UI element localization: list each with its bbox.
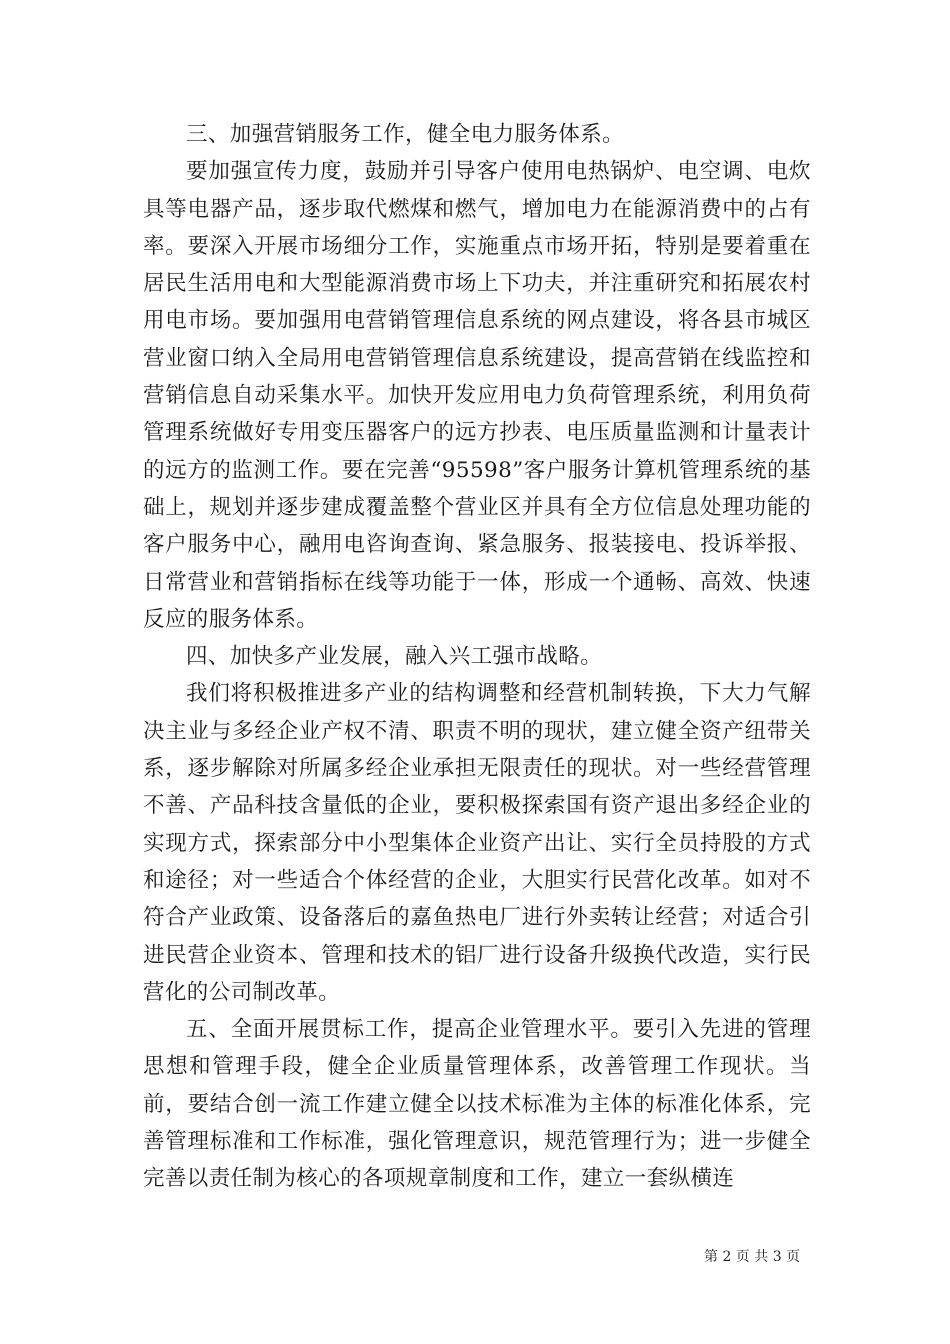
page-number-footer: 第 2 页 共 3 页	[704, 1249, 801, 1265]
section-heading-3: 三、加强营销服务工作，健全电力服务体系。	[186, 122, 625, 147]
document-body	[143, 116, 811, 1198]
body-paragraph: 我们将积极推进多产业的结构调整和经营机制转换，下大力气解决主业与多经企业产权不清、职责不明的现状，建立健全资产纽带关系，逐步解除对所属多经企业承担无限责任的现状。对一些经营管理不善、产品科技含量低的企业，要积极探索国有资产退出多经企业的实现方式，探索部分中小型集体企业资产出让、实行全员持股的方式和途径；对一些适合个体经营的企业，大胆实行民营化改革。如对不符合产业政策、设备落后的嘉鱼热电厂进行外卖转让经营；对适合引进民营企业资本、管理和技术的铝厂进行设备升级换代改造，实行民营化的公司制改革。	[143, 681, 811, 1005]
section-heading-4: 四、加快多产业发展，融入兴工强市战略。	[186, 644, 603, 670]
body-paragraph: 要加强宣传力度，鼓励并引导客户使用电热锅炉、电空调、电炊具等电器产品，逐步取代燃煤和燃气，增加电力在能源消费中的占有率。要深入开展市场细分工作，实施重点市场开拓，特别是要着重在居民生活用电和大型能源消费市场上下功夫，并注重研究和拓展农村用电市场。要加强用电营销管理信息系统的网点建设，将各县市城区营业窗口纳入全局用电营销管理信息系统建设，提高营销在线监控和营销信息自动采集水平。加快开发应用电力负荷管理系统，利用负荷管理系统做好专用变压器客户的远方抄表、电压质量监测和计量表计的远方的监测工作。要在完善“95598”客户服务计算机管理系统的基础上，规划并逐步建成覆盖整个营业区并具有全方位信息处理功能的客户服务中心，融用电咨询查询、紧急服务、报装接电、投诉举报、日常营业和营销指标在线等功能于一体，形成一个通畅、高效、快速反应的服务体系。	[143, 159, 811, 632]
body-paragraph: 五、全面开展贯标工作，提高企业管理水平。要引入先进的管理思想和管理手段，健全企业质量管理体系，改善管理工作现状。当前，要结合创一流工作建立健全以技术标准为主体的标准化体系，完善管理标准和工作标准，强化管理意识，规范管理行为；进一步健全完善以责任制为核心的各项规章制度和工作，建立一套纵横连	[143, 1017, 811, 1192]
